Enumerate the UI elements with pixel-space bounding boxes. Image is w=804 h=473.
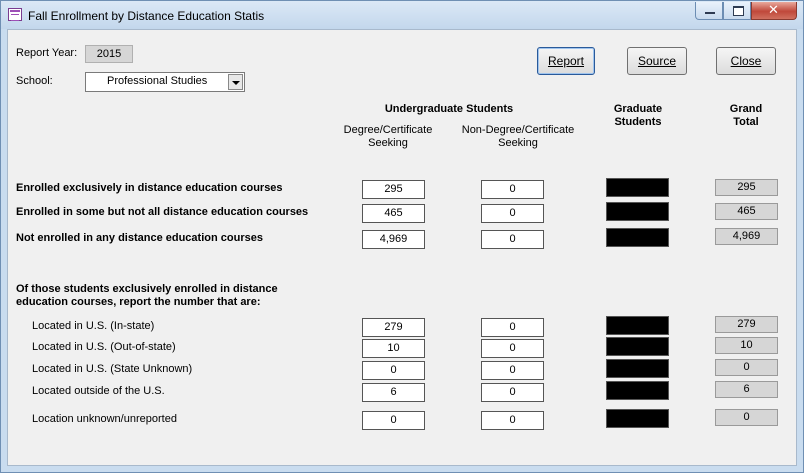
- non-degree-seeking-input[interactable]: 0: [481, 204, 544, 223]
- grand-total-field: 279: [715, 316, 778, 333]
- grand-total-field: 0: [715, 409, 778, 426]
- grand-total-field: 295: [715, 179, 778, 196]
- minimize-icon: [705, 12, 715, 14]
- source-button-label: Source: [637, 54, 677, 68]
- grand-total-field: 10: [715, 337, 778, 354]
- degree-seeking-header: [333, 124, 443, 150]
- non-degree-seeking-input[interactable]: 0: [481, 180, 544, 199]
- non-degree-seeking-input[interactable]: 0: [481, 383, 544, 402]
- row-label: Not enrolled in any distance education courses: [16, 232, 263, 244]
- row-label: Location unknown/unreported: [32, 413, 177, 425]
- degree-seeking-input[interactable]: 0: [362, 361, 425, 380]
- graduate-input-disabled: [606, 409, 669, 428]
- grand-total-header-line1: Grand: [729, 103, 763, 115]
- grand-total-field: 6: [715, 381, 778, 398]
- section-b-heading-line1: Of those students exclusively enrolled in distance: [16, 283, 278, 295]
- school-select-value: Professional Studies: [107, 75, 208, 87]
- maximize-button[interactable]: [723, 2, 751, 20]
- grand-total-header-line2: Total: [733, 116, 759, 128]
- form-body: [7, 29, 797, 466]
- undergrad-header: Undergraduate Students: [384, 103, 514, 115]
- grand-total-field: 465: [715, 203, 778, 220]
- degree-seeking-input[interactable]: 4,969: [362, 230, 425, 249]
- source-button[interactable]: [627, 47, 687, 75]
- degree-seeking-line1: Degree/Certificate: [343, 124, 433, 136]
- non-degree-seeking-input[interactable]: 0: [481, 361, 544, 380]
- window-title: Fall Enrollment by Distance Education Statis: [28, 9, 265, 23]
- degree-seeking-line2: Seeking: [368, 137, 408, 149]
- non-degree-seeking-line1: Non-Degree/Certificate: [461, 124, 575, 136]
- degree-seeking-input[interactable]: 10: [362, 339, 425, 358]
- minimize-button[interactable]: [695, 2, 723, 20]
- degree-seeking-input[interactable]: 279: [362, 318, 425, 337]
- degree-seeking-input[interactable]: 6: [362, 383, 425, 402]
- school-select[interactable]: [85, 72, 245, 92]
- chevron-down-icon[interactable]: [228, 74, 243, 90]
- row-label: Located in U.S. (State Unknown): [32, 363, 193, 375]
- window-close-button[interactable]: [751, 2, 797, 20]
- school-label: School:: [16, 75, 53, 87]
- non-degree-seeking-line2: Seeking: [498, 137, 538, 149]
- degree-seeking-input[interactable]: 0: [362, 411, 425, 430]
- graduate-input-disabled: [606, 337, 669, 356]
- row-label: Located in U.S. (In-state): [32, 320, 155, 332]
- row-label: Located outside of the U.S.: [32, 385, 165, 397]
- non-degree-seeking-input[interactable]: 0: [481, 411, 544, 430]
- non-degree-seeking-input[interactable]: 0: [481, 339, 544, 358]
- graduate-header-line1: Graduate: [613, 103, 663, 115]
- maximize-icon: [733, 6, 744, 16]
- degree-seeking-input[interactable]: 465: [362, 204, 425, 223]
- close-button[interactable]: [716, 47, 776, 75]
- degree-seeking-input[interactable]: 295: [362, 180, 425, 199]
- report-year-field: 2015: [85, 45, 133, 63]
- report-year-label: Report Year:: [16, 47, 78, 59]
- non-degree-seeking-input[interactable]: 0: [481, 230, 544, 249]
- close-icon: ✕: [768, 3, 779, 18]
- row-label: Located in U.S. (Out-of-state): [32, 341, 176, 353]
- non-degree-seeking-input[interactable]: 0: [481, 318, 544, 337]
- report-button[interactable]: [537, 47, 595, 75]
- graduate-header: [598, 103, 678, 129]
- row-label: Enrolled in some but not all distance education courses: [16, 206, 309, 218]
- report-button-label: Report: [547, 54, 585, 68]
- close-button-label: Close: [730, 54, 762, 68]
- graduate-header-line2: Students: [614, 116, 662, 128]
- section-b-heading: [16, 283, 278, 309]
- grand-total-header: [706, 103, 786, 129]
- graduate-input-disabled: [606, 381, 669, 400]
- row-label: Enrolled exclusively in distance education courses: [16, 182, 283, 194]
- grand-total-field: 4,969: [715, 228, 778, 245]
- graduate-input-disabled: [606, 316, 669, 335]
- graduate-input-disabled: [606, 228, 669, 247]
- section-b-heading-line2: education courses, report the number that are:: [16, 296, 261, 308]
- graduate-input-disabled: [606, 359, 669, 378]
- grand-total-field: 0: [715, 359, 778, 376]
- non-degree-seeking-header: [453, 124, 583, 150]
- form-icon: [8, 8, 22, 21]
- graduate-input-disabled: [606, 178, 669, 197]
- title-bar[interactable]: [1, 1, 803, 29]
- graduate-input-disabled: [606, 202, 669, 221]
